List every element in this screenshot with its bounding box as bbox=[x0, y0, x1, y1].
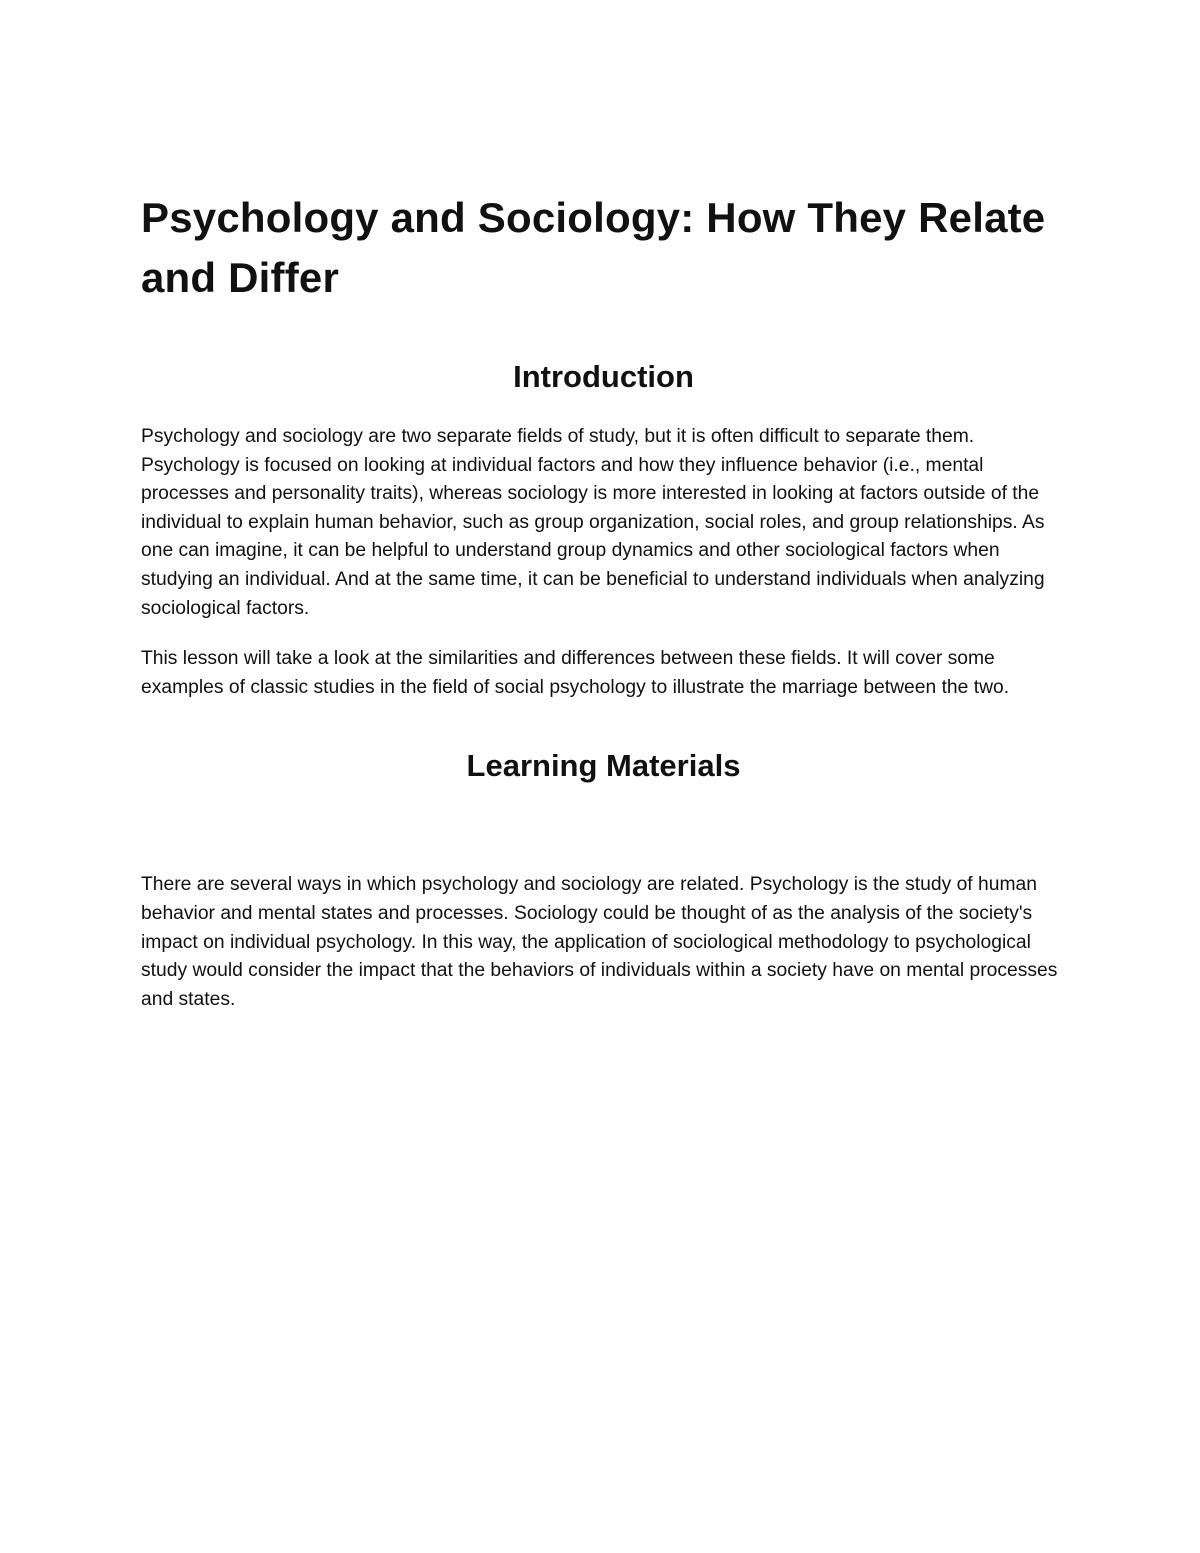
learning-materials-paragraph: There are several ways in which psychology and sociology are related. Psychology is the study of human behavior and mental states and processes. Sociology could be thought of as the analysis of the society's impact on individual psychology. In this way, the application of sociological methodology to psychological study would consider the impact that the behaviors of individuals within a society have on mental processes and states. bbox=[141, 874, 1058, 1010]
section-heading-learning-materials: Learning Materials bbox=[466, 748, 741, 784]
introduction-paragraph: Psychology and sociology are two separate fields of study, but it is often difficult to separate them. Psychology is focused on looking at individual factors and how they influence behavior (i.e., mental processes and personality traits), whereas sociology is more interested in looking at factors outside of the individual to explain human behavior, such as group organization, social roles, and group relationships. As one can imagine, it can be helpful to understand group dynamics and other sociological factors when studying an individual. And at the same time, it can be beneficial to understand individuals when analyzing sociological factors. bbox=[141, 426, 1045, 619]
document-body bbox=[141, 188, 1066, 1014]
introduction-paragraph: This lesson will take a look at the similarities and differences between these fields. It will cover some examples of classic studies in the field of social psychology to illustrate the marriage between the two. bbox=[141, 648, 1010, 698]
section-heading-introduction: Introduction bbox=[513, 359, 694, 394]
document-title: Psychology and Sociology: How They Relate and Differ bbox=[141, 194, 1046, 301]
